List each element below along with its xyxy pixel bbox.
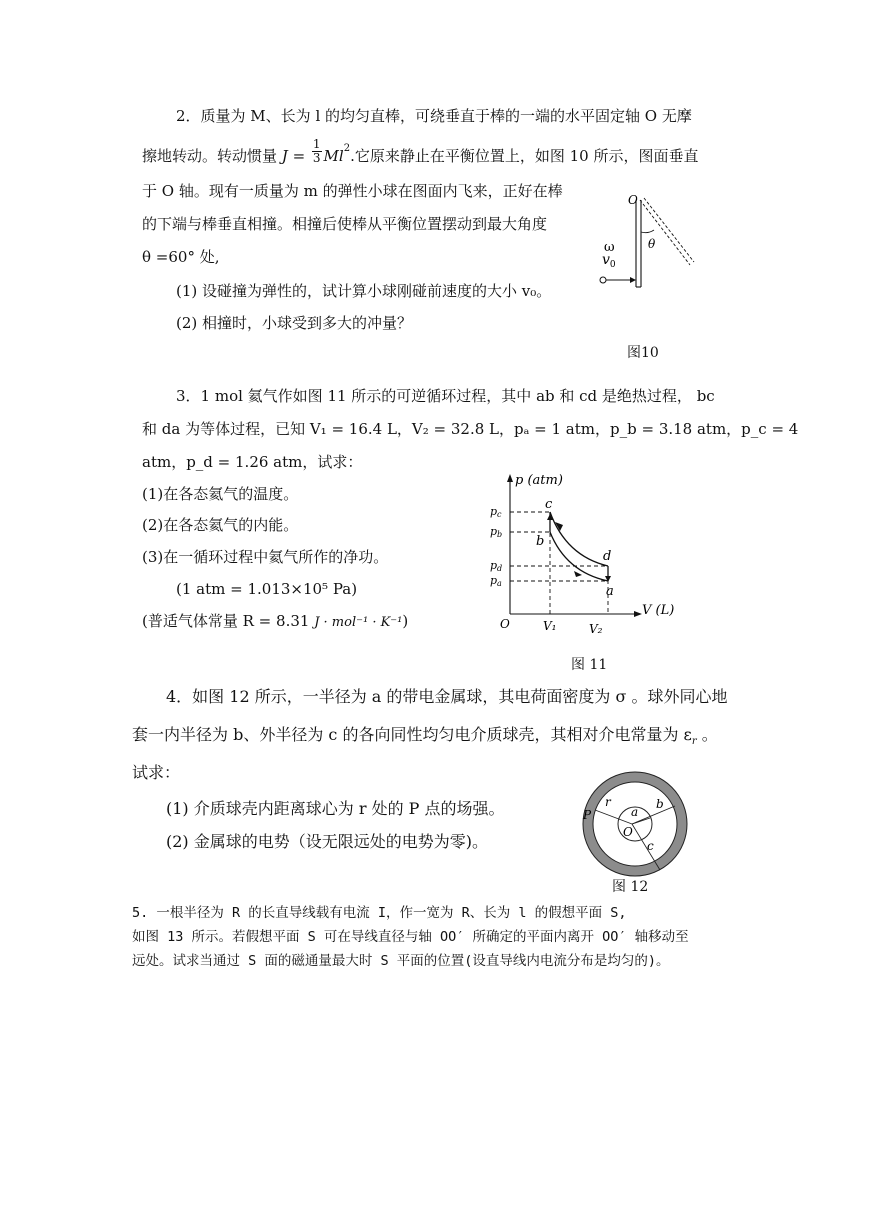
p5-line-2: 如图 13 所示。若假想平面 S 可在导线直径与轴 OO′ 所确定的平面内离开 OO′ 轴移动至 [132, 929, 689, 945]
p5-line-3: 远处。试求当通过 S 面的磁通量最大时 S 平面的位置(设直导线内电流分布是均匀的)。 [132, 953, 670, 969]
fig11-y-label: p (atm) [515, 473, 563, 488]
fig11-x-label: V (L) [642, 603, 675, 618]
fig10-v0-label: $v_0$ [602, 252, 616, 270]
fig10-theta-label: θ [648, 237, 656, 251]
p3-note-r [142, 612, 408, 632]
p4-question-1: (1) 介质球壳内距离球心为 r 处的 P 点的场强。 [166, 799, 505, 818]
fig11-x-arrow [634, 611, 642, 617]
fig11-state-c: c [545, 497, 553, 512]
p3-line-1: 3．1 mol 氦气作如图 11 所示的可逆循环过程，其中 ab 和 cd 是绝热过程， bc [176, 387, 715, 405]
p2-line-2-text: 擦地转动。转动惯量 [142, 147, 282, 165]
p2-line-5: θ =60° 处, [142, 248, 220, 266]
p2-question-1: (1) 设碰撞为弹性的，试计算小球刚碰前速度的大小 v₀。 [176, 282, 552, 300]
p3-question-2: (2)在各态氦气的内能。 [142, 516, 299, 534]
fig11-state-d: d [603, 549, 612, 564]
p4-question-2: (2) 金属球的电势（设无限远处的电势为零)。 [166, 832, 488, 851]
p4-line-1: 4．如图 12 所示，一半径为 a 的带电金属球，其电荷面密度为 σ 。球外同心地 [166, 687, 728, 706]
p3-line-3: atm，p_d = 1.26 atm，试求： [142, 453, 363, 471]
fig10-ball [600, 277, 606, 283]
fraction-one-third [312, 138, 322, 165]
p4-line-2-end: 。 [696, 725, 718, 744]
p3-question-3: (3)在一循环过程中氦气所作的净功。 [142, 548, 389, 566]
fig12-label-b: b [656, 797, 664, 811]
fig11-y-arrow [507, 474, 513, 482]
p3-line-2: 和 da 为等体过程，已知 V₁ = 16.4 L，V₂ = 32.8 L，pₐ = 1 atm，p_b = 3.18 atm，p_c = 4 [142, 420, 799, 438]
fig12-label-c: c [647, 839, 654, 853]
p2-line-2-tail: .它原来静止在平衡位置上，如图 10 所示，图面垂直 [350, 147, 699, 165]
formula-sup: 2 [343, 143, 351, 154]
fraction-numerator: 1 [312, 137, 321, 151]
fig11-tick-pa: pa [490, 574, 502, 588]
p4-epsilon-sub: r [691, 736, 697, 748]
fig10-omega-label: ω [604, 240, 615, 255]
figure-12-sphere-diagram [575, 766, 695, 886]
figure-10-diagram [590, 190, 710, 320]
p3-note-r-unit: J · mol⁻¹ · K⁻¹ [314, 615, 403, 630]
p2-line-2 [142, 138, 698, 178]
p3-question-1: (1)在各态氦气的温度。 [142, 485, 299, 503]
fig11-tick-pd: pd [490, 559, 503, 573]
formula-j: J [281, 147, 288, 165]
fig11-arrow-ab [574, 571, 582, 577]
p3-note-atm: (1 atm = 1.013×10⁵ Pa) [176, 580, 358, 598]
fig11-tick-v2: V₂ [589, 622, 603, 636]
fig10-theta-arc [641, 230, 654, 233]
fig12-label-o: O [623, 825, 633, 839]
p4-line-2-text: 套一内半径为 b、外半径为 c 的各向同性均匀电介质球壳，其相对介电常量为 ε [132, 725, 692, 744]
fig11-process-cd [550, 512, 608, 566]
fig11-tick-pc: pc [490, 505, 502, 519]
p2-question-2: (2) 相撞时，小球受到多大的冲量？ [176, 314, 413, 332]
p3-note-r-close: ) [402, 612, 409, 630]
fig11-tick-pb: pb [490, 525, 503, 539]
formula-eq: = [287, 147, 310, 165]
fig11-origin-label: O [500, 617, 510, 631]
fig10-axis-o-label: O [628, 193, 638, 207]
fig10-arrow-head [630, 277, 636, 283]
figure-10-caption: 图10 [627, 345, 659, 361]
figure-11-pv-diagram [488, 470, 688, 640]
p2-line-1: 2．质量为 M、长为 l 的均匀直棒，可绕垂直于棒的一端的水平固定轴 O 无摩 [176, 107, 692, 125]
fig12-label-r: r [605, 795, 611, 809]
fig11-state-b: b [536, 534, 545, 549]
fraction-denominator: 3 [312, 151, 321, 165]
figure-11-caption: 图 11 [571, 657, 608, 673]
fig12-label-a: a [631, 805, 639, 819]
fig12-label-p: P [583, 808, 592, 822]
fig10-swung-rod-2 [644, 198, 694, 262]
figure-12-caption: 图 12 [612, 879, 649, 895]
p5-line-1: 5. 一根半径为 R 的长直导线载有电流 I，作一宽为 R、长为 l 的假想平面 S, [132, 905, 627, 921]
formula-ml: Ml [323, 147, 344, 165]
p4-line-2 [132, 726, 718, 751]
p3-note-r-text: (普适气体常量 R = 8.31 [142, 612, 315, 630]
p2-line-3: 于 O 轴。现有一质量为 m 的弹性小球在图面内飞来，正好在棒 [142, 182, 563, 200]
fig11-state-a: a [606, 584, 614, 599]
p4-line-3: 试求： [132, 763, 181, 782]
p2-line-4: 的下端与棒垂直相撞。相撞后使棒从平衡位置摆动到最大角度 [142, 215, 548, 233]
fig11-tick-v1: V₁ [543, 619, 557, 633]
